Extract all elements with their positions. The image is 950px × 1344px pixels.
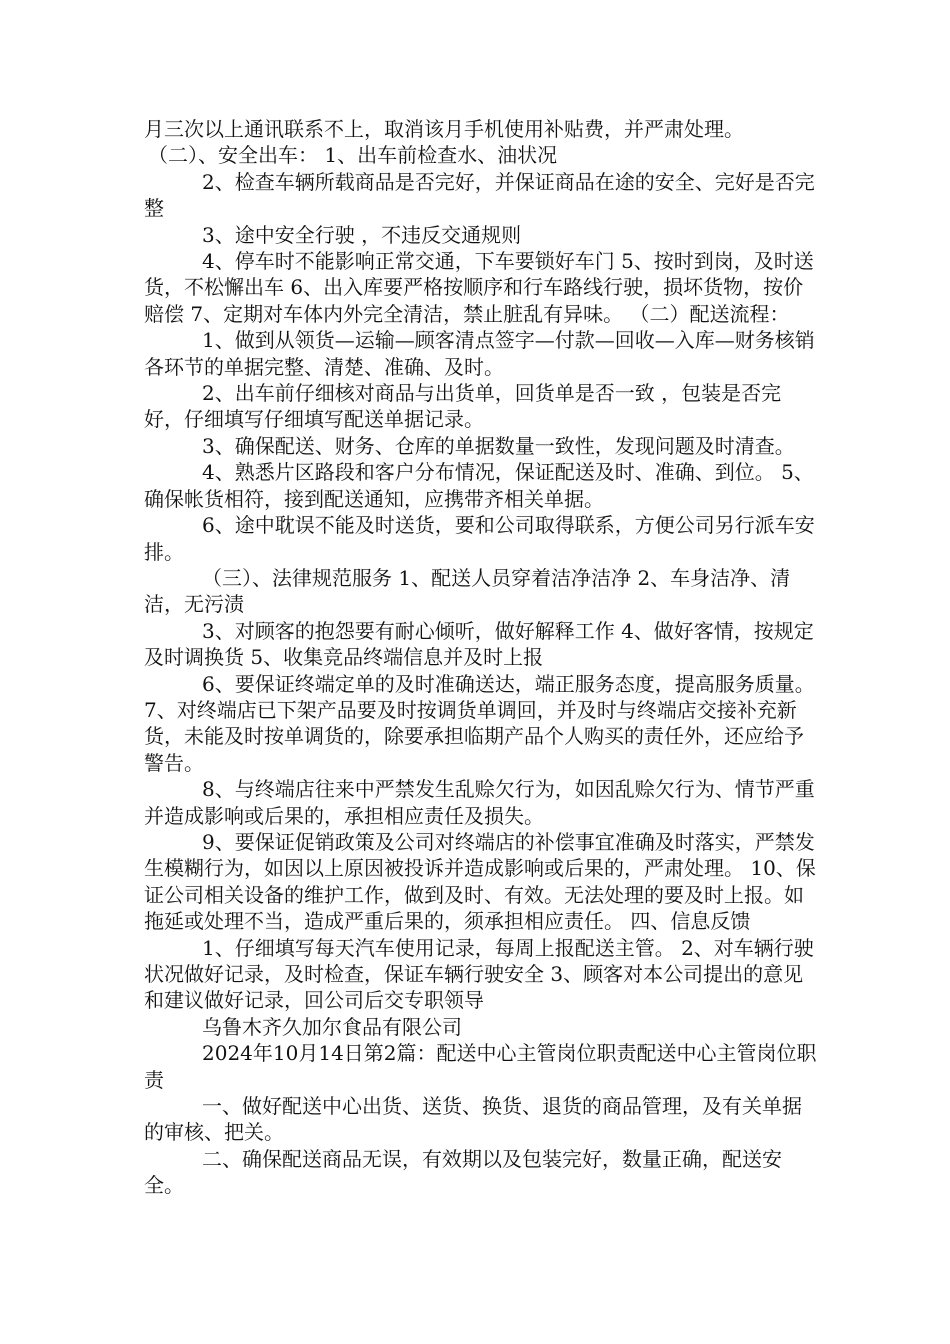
paragraph: （二）、安全出车： 1、出车前检查水、油状况 [148, 143, 558, 168]
document-body [144, 116, 819, 1199]
paragraph: 2、出车前仔细核对商品与出货单，回货单是否一致 ，包装是否完好，仔细填写仔细填写配送单据记录。 [144, 381, 782, 432]
paragraph: 6、途中耽误不能及时送货，要和公司取得联系，方便公司另行派车安排。 [144, 513, 815, 564]
company-name: 乌鲁木齐久加尔食品有限公司 [202, 1014, 462, 1039]
paragraph: 6、要保证终端定单的及时准确送达，端正服务态度，提高服务质量。 7、对终端店已下架产品要及时按调货单调回，并及时与终端店交接补充新货，未能及时按单调货的，除要承担临期产品个人购买的责任外，还应给予警告。 [144, 671, 815, 775]
paragraph: 3、对顾客的抱怨要有耐心倾听，做好解释工作 4、做好客情，按规定及时调换货 5、收集竞品终端信息并及时上报 [144, 618, 814, 670]
paragraph: 2024年10月14日第2篇：配送中心主管岗位职责配送中心主管岗位职责 [144, 1041, 817, 1092]
paragraph: 9、要保证促销政策及公司对终端店的补偿事宜准确及时落实，严禁发生模糊行为，如因以上原因被投诉并造成影响或后果的，严肃处理。 10、保证公司相关设备的维护工作，做到及时、有效。无法处理的要及时上报。如拖延或处理不当，造成严重后果的，须承担相应责任。 四、信息反馈 [144, 829, 816, 934]
paragraph: （三）、法律规范服务 1、配送人员穿着洁净洁净 2、车身洁净、清洁，无污渍 [144, 565, 791, 617]
paragraph: 4、停车时不能影响正常交通，下车要锁好车门 5、按时到岗，及时送货，不松懈出车 6、出入库要严格按顺序和行车路线行驶，损坏货物，按价赔偿 7、定期对车体内外完全清洁，禁止脏乱有异味。 （二）配送流程： [144, 249, 814, 326]
paragraph: 1、做到从领货—运输—顾客清点签字—付款—回收—入库—财务核销各环节的单据完整、清楚、准确、及时。 [144, 328, 815, 379]
paragraph: 4、熟悉片区路段和客户分布情况，保证配送及时、准确、到位。 5、确保帐货相符，接到配送通知，应携带齐相关单据。 [144, 460, 814, 511]
paragraph: 1、仔细填写每天汽车使用记录，每周上报配送主管。 2、对车辆行驶状况做好记录，及时检查，保证车辆行驶安全 3、顾客对本公司提出的意见和建议做好记录，回公司后交专职领导 [144, 935, 814, 1013]
paragraph: 2、检查车辆所载商品是否完好，并保证商品在途的安全、完好是否完整 [144, 169, 815, 221]
paragraph: 二、确保配送商品无误，有效期以及包装完好，数量正确，配送安全。 [144, 1146, 782, 1198]
paragraph: 月三次以上通讯联系不上，取消该月手机使用补贴费，并严肃处理。 [144, 117, 744, 141]
paragraph: 3、途中安全行驶 ，不违反交通规则 [202, 222, 522, 247]
paragraph: 3、确保配送、财务、仓库的单据数量一致性，发现问题及时清查。 [202, 433, 795, 458]
paragraph: 一、做好配送中心出货、送货、换货、退货的商品管理，及有关单据的审核、把关。 [144, 1094, 802, 1145]
paragraph: 8、与终端店往来中严禁发生乱赊欠行为，如因乱赊欠行为、情节严重并造成影响或后果的，承担相应责任及损失。 [144, 777, 815, 828]
